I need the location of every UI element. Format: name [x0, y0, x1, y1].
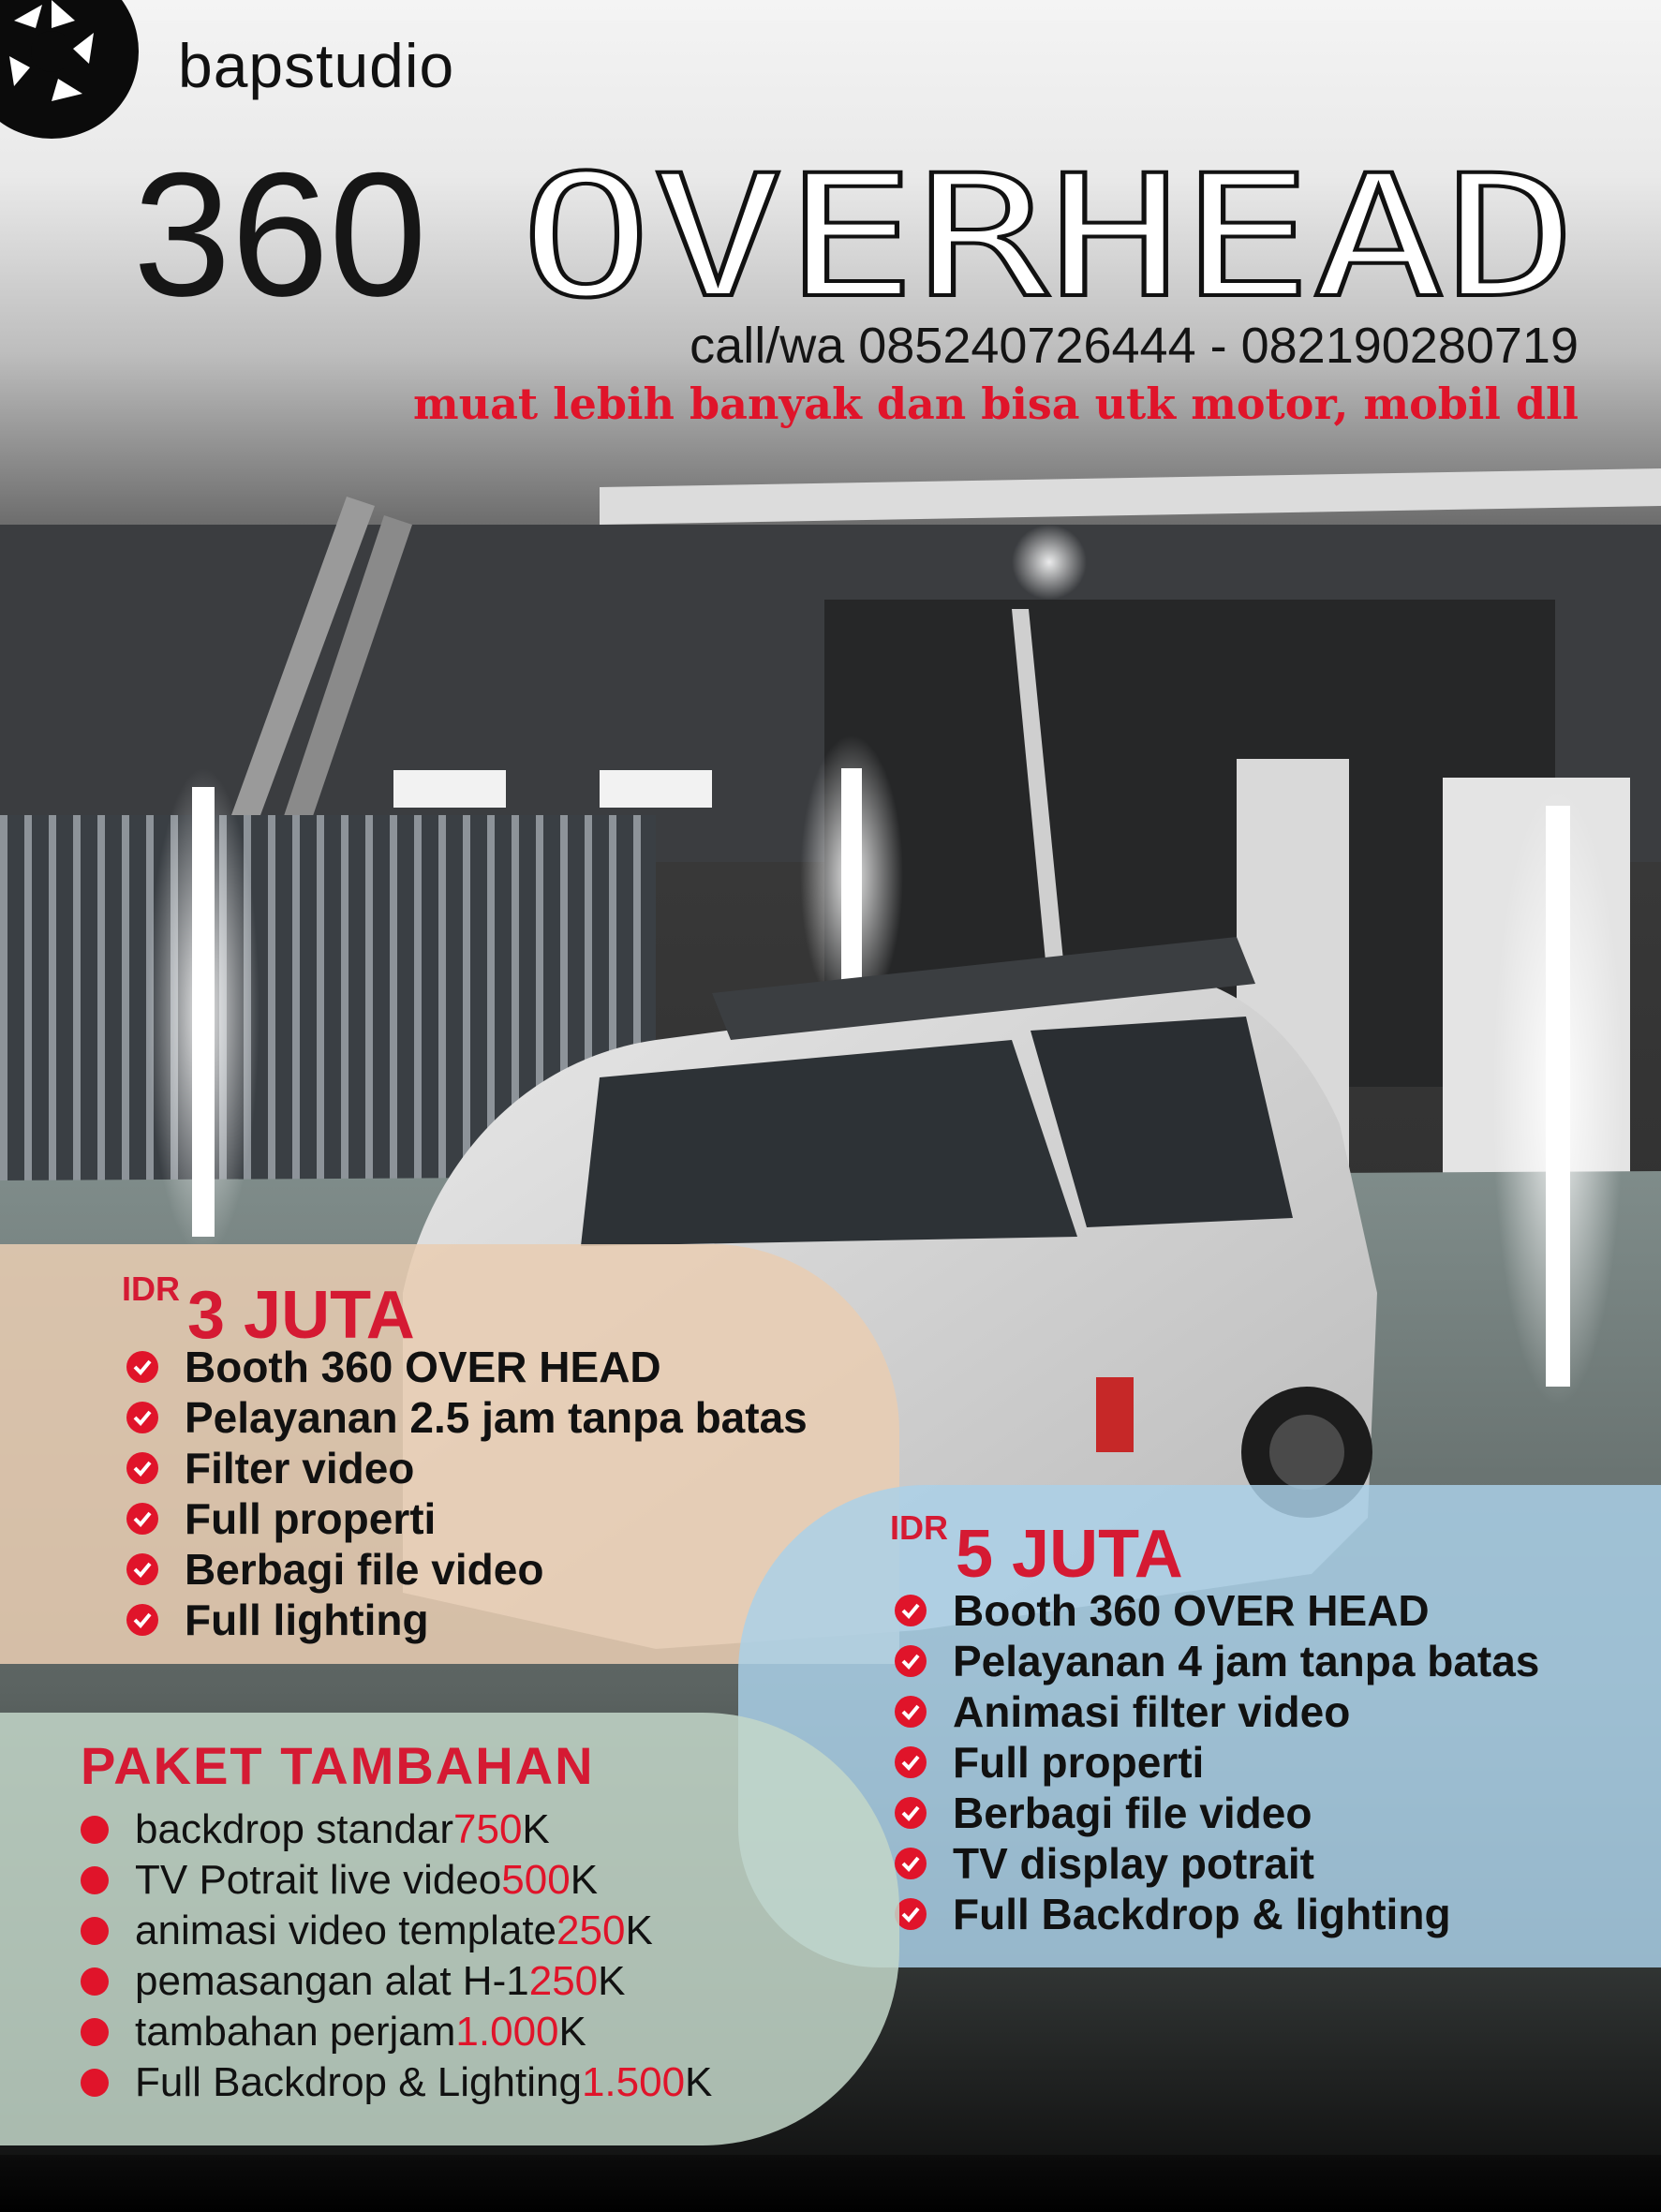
package-5-juta-price: IDR 5 JUTA: [890, 1508, 1183, 1592]
addon-title: PAKET TAMBAHAN: [81, 1736, 595, 1795]
check-circle-icon: [895, 1848, 927, 1879]
list-item: Pelayanan 2.5 jam tanpa batas: [126, 1392, 808, 1443]
headline: [0, 141, 1661, 319]
bullet-dot-icon: [81, 2069, 109, 2097]
camera-aperture-icon: [0, 0, 141, 141]
headline-word: OVERHEAD: [520, 141, 1577, 319]
bullet-dot-icon: [81, 1866, 109, 1894]
list-item: Berbagi file video: [895, 1788, 1539, 1838]
list-item: Full Backdrop & Lighting 1.500 K: [81, 2057, 712, 2108]
check-circle-icon: [895, 1898, 927, 1930]
list-item: TV display potrait: [895, 1838, 1539, 1889]
check-circle-icon: [895, 1696, 927, 1728]
package-3-juta-price: IDR 3 JUTA: [122, 1269, 415, 1353]
list-item: backdrop standar 750 K: [81, 1804, 712, 1855]
list-item: Pelayanan 4 jam tanpa batas: [895, 1636, 1539, 1686]
bottom-band: [0, 2155, 1661, 2212]
tagline: muat lebih banyak dan bisa utk motor, mobil dll: [412, 379, 1579, 429]
list-item: Full properti: [126, 1493, 808, 1544]
list-item: Booth 360 OVER HEAD: [126, 1342, 808, 1392]
headline-number: 360: [133, 141, 427, 319]
contact-phone: call/wa 085240726444 - 082190280719: [690, 318, 1579, 374]
list-item: Full properti: [895, 1737, 1539, 1788]
bullet-dot-icon: [81, 1917, 109, 1945]
bullet-dot-icon: [81, 1967, 109, 1996]
check-circle-icon: [126, 1452, 158, 1484]
list-item: Filter video: [126, 1443, 808, 1493]
list-item: Berbagi file video: [126, 1544, 808, 1595]
check-circle-icon: [126, 1402, 158, 1433]
list-item: pemasangan alat H-1 250 K: [81, 1956, 712, 2007]
list-item: tambahan perjam 1.000 K: [81, 2007, 712, 2057]
check-circle-icon: [126, 1553, 158, 1585]
list-item: Full Backdrop & lighting: [895, 1889, 1539, 1939]
package-5-juta-features: [895, 1585, 1539, 1939]
check-circle-icon: [895, 1645, 927, 1677]
check-circle-icon: [126, 1503, 158, 1535]
check-circle-icon: [895, 1595, 927, 1626]
list-item: Animasi filter video: [895, 1686, 1539, 1737]
check-circle-icon: [126, 1604, 158, 1636]
addon-list: [81, 1804, 712, 2108]
list-item: TV Potrait live video 500 K: [81, 1855, 712, 1906]
list-item: Full lighting: [126, 1595, 808, 1645]
bullet-dot-icon: [81, 1816, 109, 1844]
check-circle-icon: [895, 1746, 927, 1778]
list-item: animasi video template 250 K: [81, 1906, 712, 1956]
check-circle-icon: [126, 1351, 158, 1383]
brand-name: bapstudio: [178, 31, 455, 100]
check-circle-icon: [895, 1797, 927, 1829]
bullet-dot-icon: [81, 2018, 109, 2046]
package-3-juta-features: [126, 1342, 808, 1645]
list-item: Booth 360 OVER HEAD: [895, 1585, 1539, 1636]
